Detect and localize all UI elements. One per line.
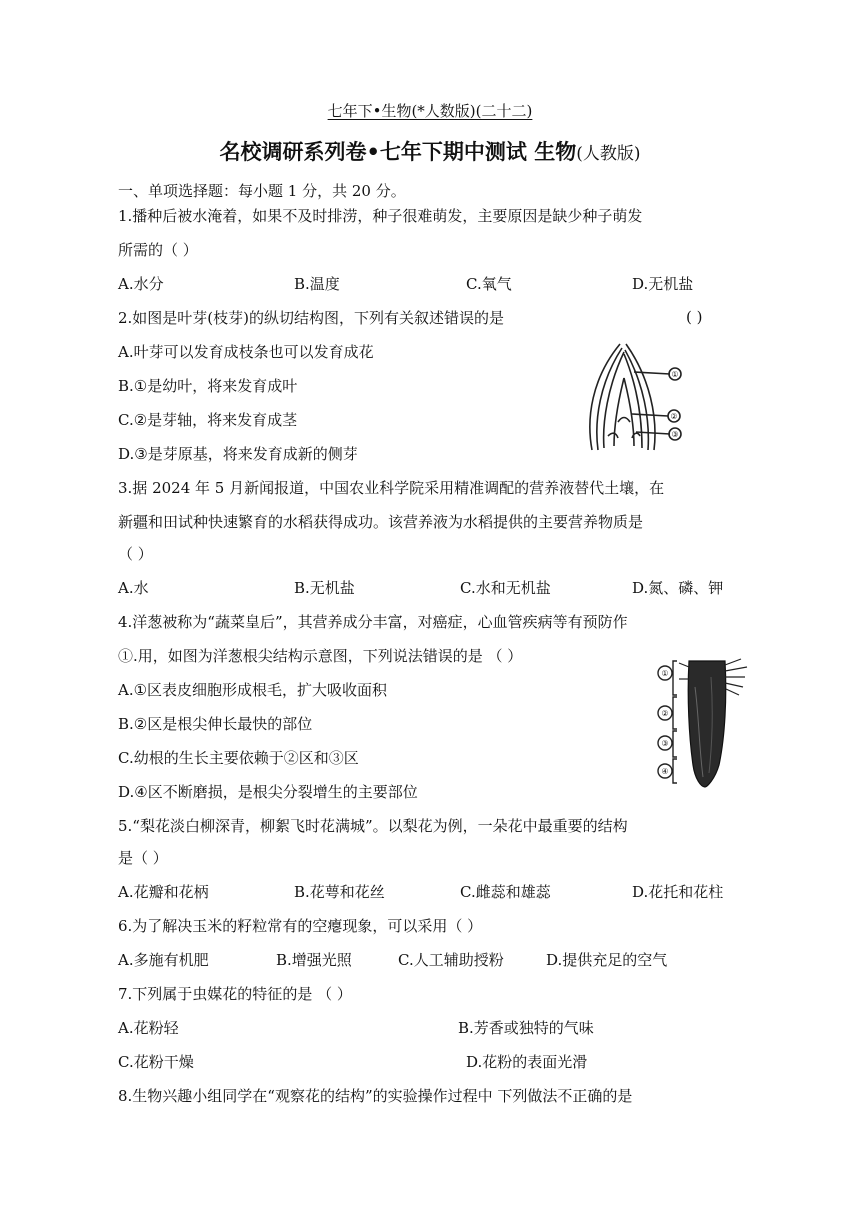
q4-figure-label-3: ③ xyxy=(661,739,669,748)
q7-option-c: C.花粉干燥 xyxy=(118,1053,194,1071)
exam-title-main: 名校调研系列卷•七年下期中测试 生物 xyxy=(219,140,577,164)
q1-option-b: B.温度 xyxy=(294,275,340,293)
q6-option-c: C.人工辅助授粉 xyxy=(398,951,504,969)
q4-stem-line2: ①.用，如图为洋葱根尖结构示意图，下列说法错误的是 （ ） xyxy=(118,647,523,665)
q2-figure-label-1: ① xyxy=(671,370,679,379)
q2-option-a: A.叶芽可以发育成枝条也可以发育成花 xyxy=(118,343,374,361)
q8-stem: 8.生物兴趣小组同学在“观察花的结构”的实验操作过程中 下列做法不正确的是 xyxy=(118,1087,633,1105)
q3-stem-line1: 3.据 2024 年 5 月新闻报道，中国农业科学院采用精准调配的营养液替代土壤，在 xyxy=(118,479,665,497)
q2-figure-label-2: ② xyxy=(670,412,678,421)
q1-stem-line2: 所需的（ ） xyxy=(118,241,198,259)
q2-option-b: B.①是幼叶，将来发育成叶 xyxy=(118,377,298,395)
q6-stem: 6.为了解决玉米的籽粒常有的空瘪现象，可以采用（ ） xyxy=(118,917,483,935)
section-heading: 一、单项选择题：每小题 1 分，共 20 分。 xyxy=(118,182,406,200)
q5-stem-line2: 是（ ） xyxy=(118,849,168,867)
q2-stem: 2.如图是叶芽(枝芽)的纵切结构图，下列有关叙述错误的是 xyxy=(118,309,505,327)
q5-option-c: C.雌蕊和雄蕊 xyxy=(460,883,551,901)
q4-figure-label-4: ④ xyxy=(661,767,669,776)
q4-figure-label-1: ① xyxy=(661,669,669,678)
q1-option-d: D.无机盐 xyxy=(632,275,694,293)
q3-stem-line3: （ ） xyxy=(118,545,153,563)
q2-figure-label-3: ③ xyxy=(671,430,679,439)
q3-option-b: B.无机盐 xyxy=(294,579,355,597)
q5-option-a: A.花瓣和花柄 xyxy=(118,883,209,901)
series-header: 七年下•生物(*人数版)(二十二) xyxy=(327,102,533,120)
q7-option-a: A.花粉轻 xyxy=(118,1019,179,1037)
q2-option-d: D.③是芽原基，将来发育成新的侧芽 xyxy=(118,445,358,463)
q5-stem-line1: 5.“梨花淡白柳深青，柳絮飞时花满城”。以梨花为例，一朵花中最重要的结构 xyxy=(118,817,628,835)
q7-option-b: B.芳香或独特的气味 xyxy=(458,1019,594,1037)
q3-option-c: C.水和无机盐 xyxy=(460,579,551,597)
q4-option-c: C.幼根的生长主要依赖于②区和③区 xyxy=(118,749,359,767)
q4-figure-label-2: ② xyxy=(661,709,669,718)
q4-option-b: B.②区是根尖伸长最快的部位 xyxy=(118,715,313,733)
leaf-bud-figure xyxy=(578,338,688,458)
q2-option-c: C.②是芽轴，将来发育成茎 xyxy=(118,411,298,429)
q4-stem-line1: 4.洋葱被称为“蔬菜皇后”，其营养成分丰富，对癌症，心血管疾病等有预防作 xyxy=(118,613,628,631)
q7-stem: 7.下列属于虫媒花的特征的是 （ ） xyxy=(118,985,352,1003)
q4-option-a: A.①区表皮细胞形成根毛，扩大吸收面积 xyxy=(118,681,388,699)
q3-option-a: A.水 xyxy=(118,579,149,597)
q5-option-b: B.花萼和花丝 xyxy=(294,883,385,901)
q5-option-d: D.花托和花柱 xyxy=(632,883,724,901)
q6-option-b: B.增强光照 xyxy=(276,951,352,969)
q7-option-d: D.花粉的表面光滑 xyxy=(466,1053,588,1071)
q6-option-d: D.提供充足的空气 xyxy=(546,951,668,969)
onion-root-tip-figure xyxy=(655,657,755,789)
q4-option-d: D.④区不断磨损，是根尖分裂增生的主要部位 xyxy=(118,783,418,801)
q2-answer-paren: ( ) xyxy=(686,308,703,326)
q1-stem-line1: 1.播种后被水淹着，如果不及时排涝，种子很难萌发，主要原因是缺少种子萌发 xyxy=(118,207,643,225)
q6-option-a: A.多施有机肥 xyxy=(118,951,209,969)
q1-option-a: A.水分 xyxy=(118,275,164,293)
q3-option-d: D.氮、磷、钾 xyxy=(632,579,724,597)
exam-title xyxy=(0,136,860,166)
exam-title-edition: (人教版) xyxy=(576,144,641,164)
q3-stem-line2: 新疆和田试种快速繁育的水稻获得成功。该营养液为水稻提供的主要营养物质是 xyxy=(118,513,644,531)
q1-option-c: C.氧气 xyxy=(466,275,512,293)
